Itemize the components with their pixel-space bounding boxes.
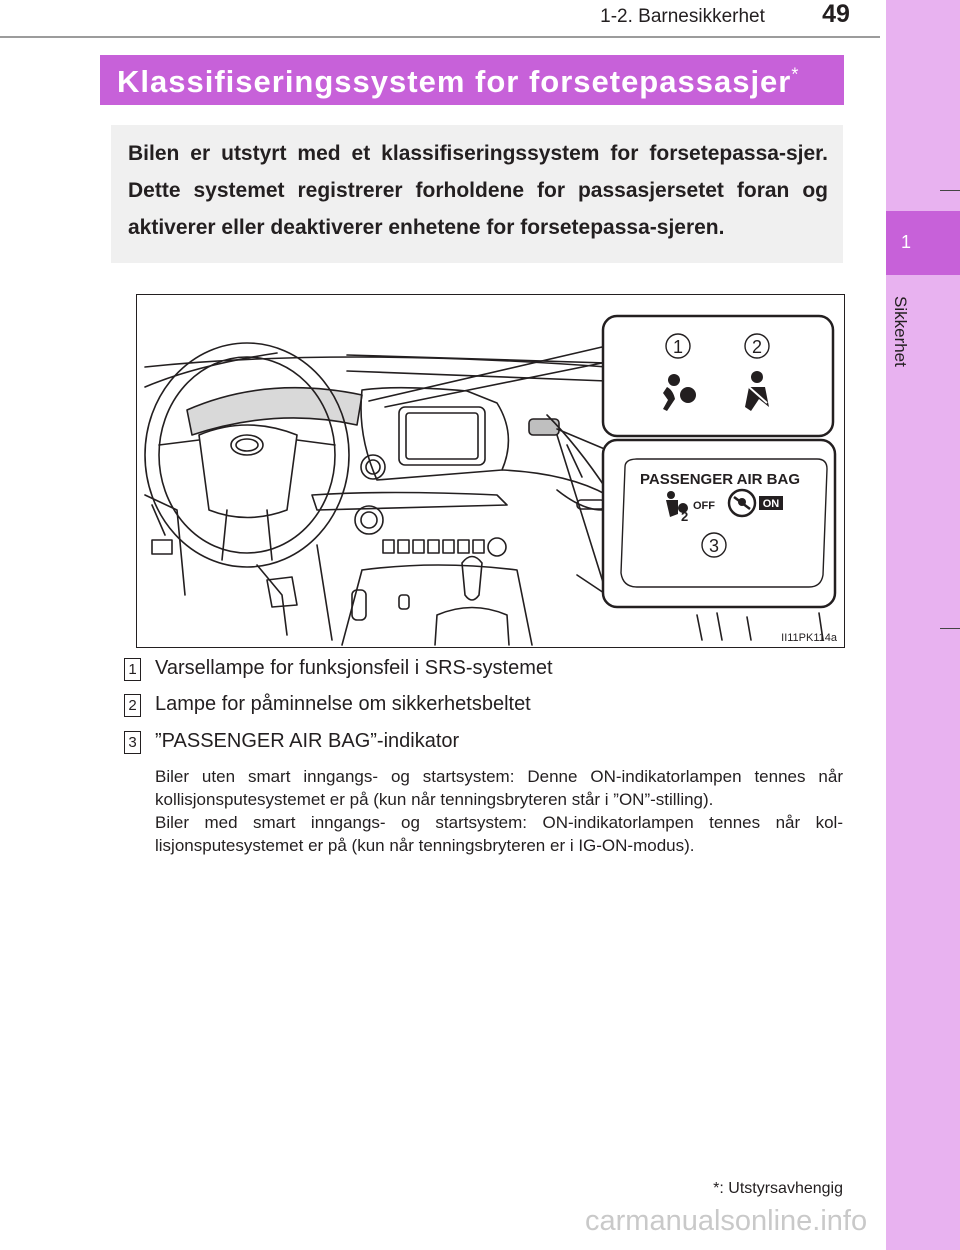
title-banner <box>100 55 844 105</box>
indicator-description <box>155 765 843 857</box>
description-paragraph: Biler med smart inngangs- og startsystem: ON-indikatorlampen tennes når kol-lisjonsputesystemet er på (kun når tenningsbryteren er i IG-ON-modus). <box>155 813 843 855</box>
chapter-label-wrap <box>890 296 922 396</box>
warning-lamps-callout <box>603 316 833 436</box>
dashboard-illustration <box>136 294 845 648</box>
svg-text:2: 2 <box>681 509 689 524</box>
intro-box <box>111 125 843 263</box>
off-label: OFF <box>693 500 715 512</box>
chapter-number: 1 <box>900 232 911 252</box>
legend-number: 2 <box>124 694 141 717</box>
legend-text: ”PASSENGER AIR BAG”-indikator <box>155 730 460 752</box>
chapter-side-tab <box>886 0 960 1250</box>
footnote-marker: * <box>713 1180 720 1197</box>
footnote-text: : Utstyrsavhengig <box>719 1180 843 1197</box>
dashboard-drawing <box>137 295 844 647</box>
on-label: ON <box>762 498 780 510</box>
page-heading <box>117 64 799 100</box>
callout-number-1: 1 <box>672 337 684 357</box>
legend-text: Lampe for påminnelse om sikkerhetsbeltet <box>155 693 531 715</box>
header-divider <box>0 36 880 38</box>
description-paragraph: Biler uten smart inngangs- og startsystem: Denne ON-indikatorlampen tennes når kollisjonsputesystemet er på (kun når tenningsbryteren står i ”ON”-stilling). <box>155 767 843 809</box>
callout-number-3: 3 <box>708 536 720 556</box>
legend-number: 3 <box>124 731 141 754</box>
intro-text: Bilen er utstyrt med et klassifiseringssystem for forsetepassa-sjer. Dette systemet registrerer forholdene for passasjersetet foran og aktiverer eller deaktiverer enhetene for forsetepassa-sjeren. <box>128 142 828 239</box>
page-number: 49 <box>822 0 850 28</box>
chapter-label: Sikkerhet <box>891 296 910 367</box>
tab-tick <box>940 628 960 629</box>
callout-number-2: 2 <box>751 337 763 357</box>
legend-number: 1 <box>124 658 141 681</box>
footnote <box>600 1180 843 1198</box>
page-heading-text: Klassifiseringssystem for forsetepassasjer <box>117 64 792 99</box>
legend-text: Varsellampe for funksjonsfeil i SRS-systemet <box>155 657 553 679</box>
figure-code: II11PK114a <box>781 632 837 644</box>
passenger-airbag-label: PASSENGER AIR BAG <box>639 471 801 488</box>
section-title: 1-2. Barnesikkerhet <box>600 6 765 27</box>
watermark: carmanualsonline.info <box>585 1205 868 1237</box>
tab-tick <box>940 190 960 191</box>
equipment-dependent-marker: * <box>791 64 800 85</box>
